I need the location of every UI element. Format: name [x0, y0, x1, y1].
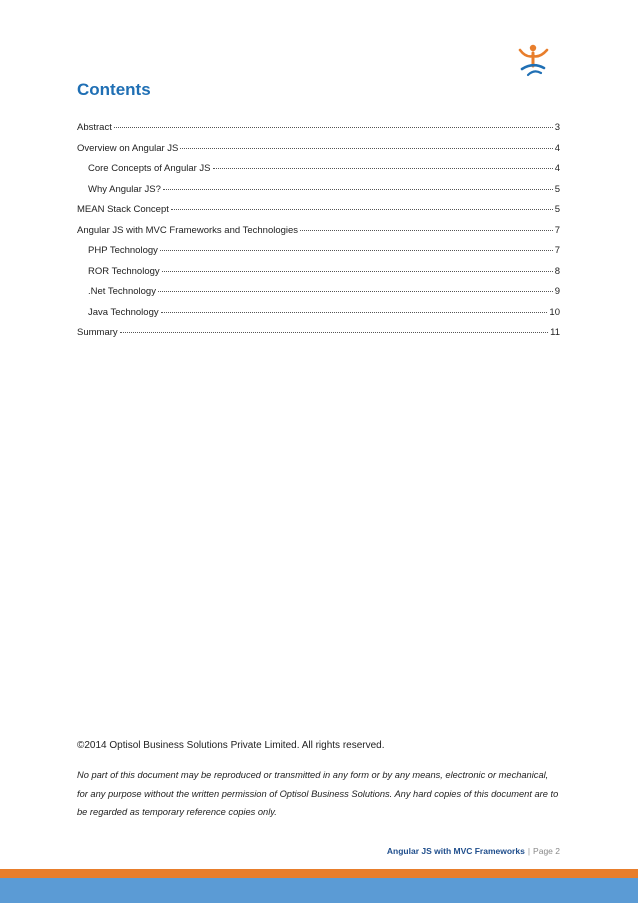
toc-entry-title: MEAN Stack Concept [77, 204, 169, 215]
toc-entry-page: 3 [554, 122, 560, 133]
toc-leader [162, 271, 553, 272]
toc-leader [213, 168, 553, 169]
toc-entry-page: 7 [554, 245, 560, 256]
toc-entry-page: 9 [554, 286, 560, 297]
toc-entry-page: 11 [550, 327, 560, 338]
table-of-contents [77, 122, 560, 348]
copyright-notice: ©2014 Optisol Business Solutions Private Limited. All rights reserved. [77, 740, 385, 751]
footer-band-blue [0, 878, 638, 903]
footer-separator: | [527, 846, 531, 856]
toc-entry[interactable] [77, 204, 560, 225]
disclaimer-text: No part of this document may be reproduced or transmitted in any form or by any means, electronic or mechanical, for any purpose without the written permission of Optisol Business Solutions. Any hard copies of this document are to be regarded as temporary reference copies only. [77, 770, 559, 817]
toc-entry-page: 4 [554, 163, 560, 174]
toc-entry[interactable] [77, 225, 560, 246]
toc-leader [161, 312, 548, 313]
toc-entry-title: Java Technology [88, 306, 159, 318]
toc-heading: Contents [77, 80, 151, 99]
toc-leader [120, 332, 548, 333]
toc-entry[interactable] [77, 307, 560, 328]
toc-leader [300, 230, 553, 231]
toc-entry-title: Abstract [77, 122, 112, 133]
toc-entry[interactable] [77, 327, 560, 348]
footer-doc-title: Angular JS with MVC Frameworks [386, 846, 525, 856]
toc-entry-title: Core Concepts of Angular JS [88, 163, 211, 174]
toc-entry-title: Angular JS with MVC Frameworks and Technologies [77, 224, 299, 236]
toc-entry[interactable] [77, 122, 560, 143]
toc-entry-title: .Net Technology [88, 286, 156, 297]
footer-page-number: Page 2 [533, 846, 560, 856]
page-footer [387, 846, 560, 856]
toc-entry[interactable] [77, 286, 560, 307]
toc-entry-title: Overview on Angular JS [77, 142, 179, 154]
toc-entry-page: 5 [554, 204, 560, 215]
toc-entry-page: 10 [549, 306, 560, 318]
footer-band-orange [0, 869, 638, 878]
toc-entry-page: 8 [554, 265, 560, 277]
toc-entry-page: 4 [554, 142, 560, 154]
optisol-logo-icon [514, 42, 552, 78]
toc-entry[interactable] [77, 184, 560, 205]
toc-entry[interactable] [77, 245, 560, 266]
toc-entry-page: 5 [554, 183, 560, 195]
toc-leader [180, 148, 552, 149]
toc-entry-page: 7 [554, 224, 560, 236]
toc-leader [163, 189, 553, 190]
toc-entry-title: ROR Technology [88, 265, 160, 277]
toc-leader [114, 127, 553, 128]
toc-leader [160, 250, 553, 251]
toc-entry-title: Why Angular JS? [88, 183, 161, 195]
toc-entry[interactable] [77, 143, 560, 164]
toc-leader [158, 291, 553, 292]
toc-entry-title: PHP Technology [88, 245, 158, 256]
toc-entry[interactable] [77, 163, 560, 184]
toc-leader [171, 209, 553, 210]
toc-entry[interactable] [77, 266, 560, 287]
toc-entry-title: Summary [77, 327, 118, 338]
